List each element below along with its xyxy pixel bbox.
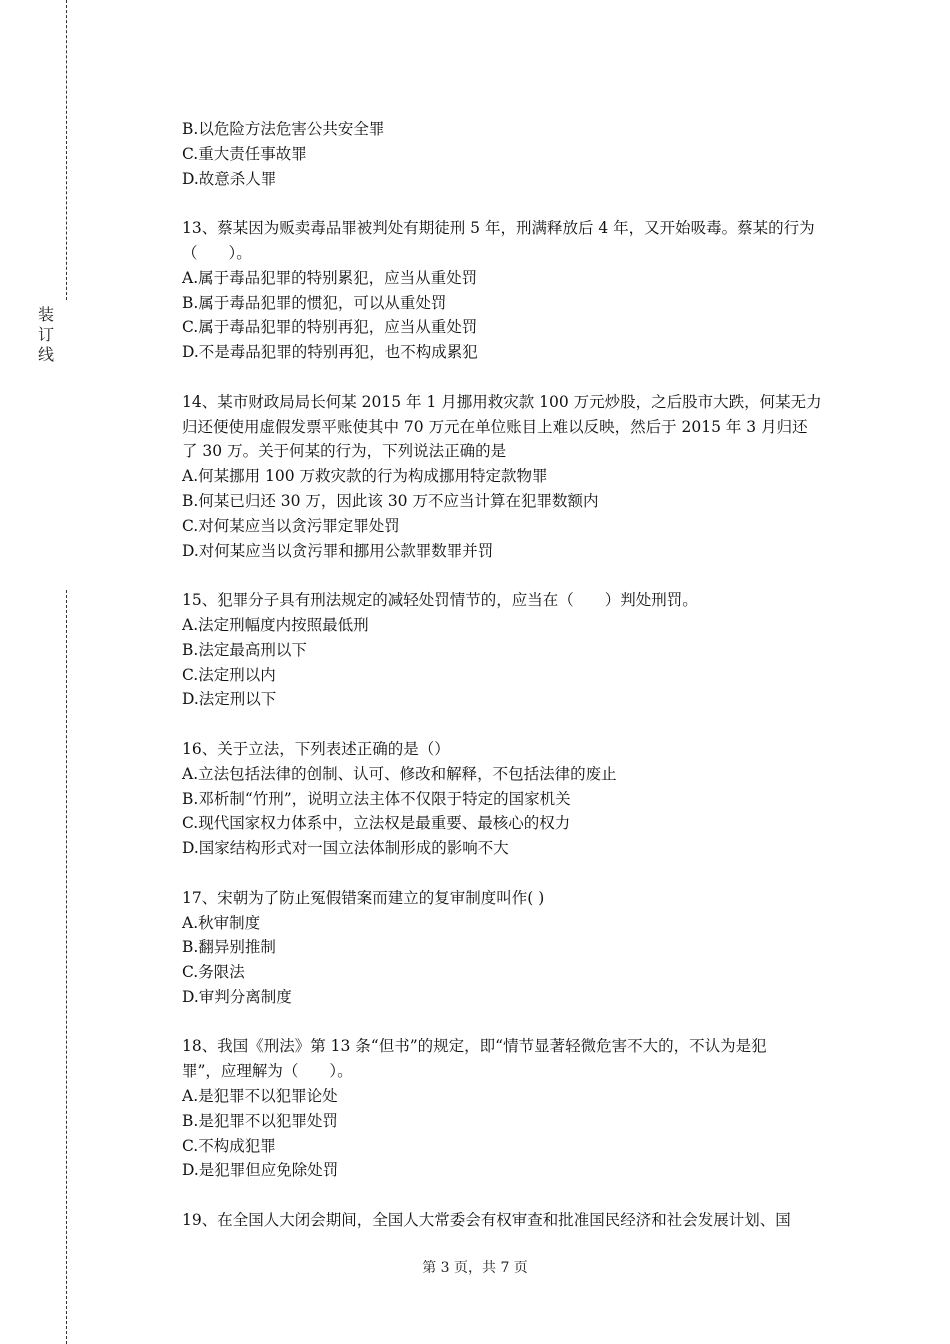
option-line: C.对何某应当以贪污罪定罪处罚: [182, 516, 400, 535]
option-line: D.法定刑以下: [182, 690, 277, 709]
question-text-line: 15、犯罪分子具有刑法规定的减轻处罚情节的，应当在（ ）判处刑罚。: [182, 591, 698, 610]
option-line: C.不构成犯罪: [182, 1136, 276, 1155]
option-line: A.立法包括法律的创制、认可、修改和解释，不包括法律的废止: [182, 764, 617, 783]
question-list: [182, 216, 842, 1233]
question-text-line: 18、我国《刑法》第 13 条“但书”的规定，即“情节显著轻微危害不大的，不认为是犯: [182, 1037, 767, 1056]
option-line: D.是犯罪但应免除处罚: [182, 1161, 339, 1180]
option-line: B.何某已归还 30 万，因此该 30 万不应当计算在犯罪数额内: [182, 491, 599, 510]
question-text-line: 归还便使用虚假发票平账使其中 70 万元在单位账目上难以反映，然后于 2015 年 3 月归还: [182, 417, 808, 436]
binding-char: 线: [37, 345, 54, 364]
option-line: B.翻异别推制: [182, 938, 276, 957]
binding-line-top: [66, 0, 67, 300]
question-block: [182, 737, 842, 861]
question-block: [182, 1208, 842, 1233]
question-block: [182, 1034, 842, 1183]
question-block: [182, 588, 842, 712]
question-text-line: （ ）。: [182, 243, 252, 262]
question-text-line: 14、某市财政局局长何某 2015 年 1 月挪用救灾款 100 万元炒股，之后股市大跌，何某无力: [182, 392, 822, 411]
question-block: [182, 886, 842, 1010]
option-line: C.务限法: [182, 963, 245, 982]
option-line: D.对何某应当以贪污罪和挪用公款罪数罪并罚: [182, 541, 494, 560]
question-text-line: 罪”，应理解为（ ）。: [182, 1062, 353, 1081]
option-line: A.法定刑幅度内按照最低刑: [182, 615, 369, 634]
question-text-line: 17、宋朝为了防止冤假错案而建立的复审制度叫作( ): [182, 888, 545, 907]
option-line: D.国家结构形式对一国立法体制形成的影响不大: [182, 839, 509, 858]
option-line: B.邓析制“竹刑”，说明立法主体不仅限于特定的国家机关: [182, 789, 571, 808]
option-line: B.法定最高刑以下: [182, 640, 307, 659]
question-text-line: 了 30 万。关于何某的行为，下列说法正确的是: [182, 442, 507, 461]
option-line: D.审判分离制度: [182, 987, 292, 1006]
question-text-line: 19、在全国人大闭会期间，全国人大常委会有权审查和批准国民经济和社会发展计划、国: [182, 1211, 791, 1230]
option-line: B.属于毒品犯罪的惯犯，可以从重处罚: [182, 293, 447, 312]
leading-options: [182, 117, 842, 191]
option-line: C.重大责任事故罪: [182, 144, 307, 163]
option-line: B.是犯罪不以犯罪处罚: [182, 1111, 338, 1130]
option-line: C.现代国家权力体系中，立法权是最重要、最核心的权力: [182, 814, 571, 833]
option-line: B.以危险方法危害公共安全罪: [182, 120, 385, 138]
option-line: A.是犯罪不以犯罪论处: [182, 1087, 338, 1106]
option-line: C.法定刑以内: [182, 665, 276, 684]
binding-line-bottom: [66, 590, 67, 1344]
option-line: A.属于毒品犯罪的特别累犯，应当从重处罚: [182, 268, 478, 287]
question-content: [182, 117, 842, 1258]
binding-char: 装: [37, 305, 54, 324]
question-text-line: 16、关于立法，下列表述正确的是（）: [182, 739, 450, 758]
option-line: D.不是毒品犯罪的特别再犯，也不构成累犯: [182, 343, 478, 362]
binding-char: 订: [37, 325, 54, 344]
binding-label: [36, 305, 56, 365]
option-line: A.何某挪用 100 万救灾款的行为构成挪用特定款物罪: [182, 467, 548, 486]
question-block: [182, 390, 842, 564]
question-block: [182, 216, 842, 365]
option-line: A.秋审制度: [182, 913, 261, 932]
question-text-line: 13、蔡某因为贩卖毒品罪被判处有期徒刑 5 年，刑满释放后 4 年，又开始吸毒。蔡某的行为: [182, 219, 815, 238]
option-line: C.属于毒品犯罪的特别再犯，应当从重处罚: [182, 318, 478, 337]
option-line: D.故意杀人罪: [182, 169, 277, 188]
page-footer: 第 3 页，共 7 页: [422, 1260, 528, 1276]
